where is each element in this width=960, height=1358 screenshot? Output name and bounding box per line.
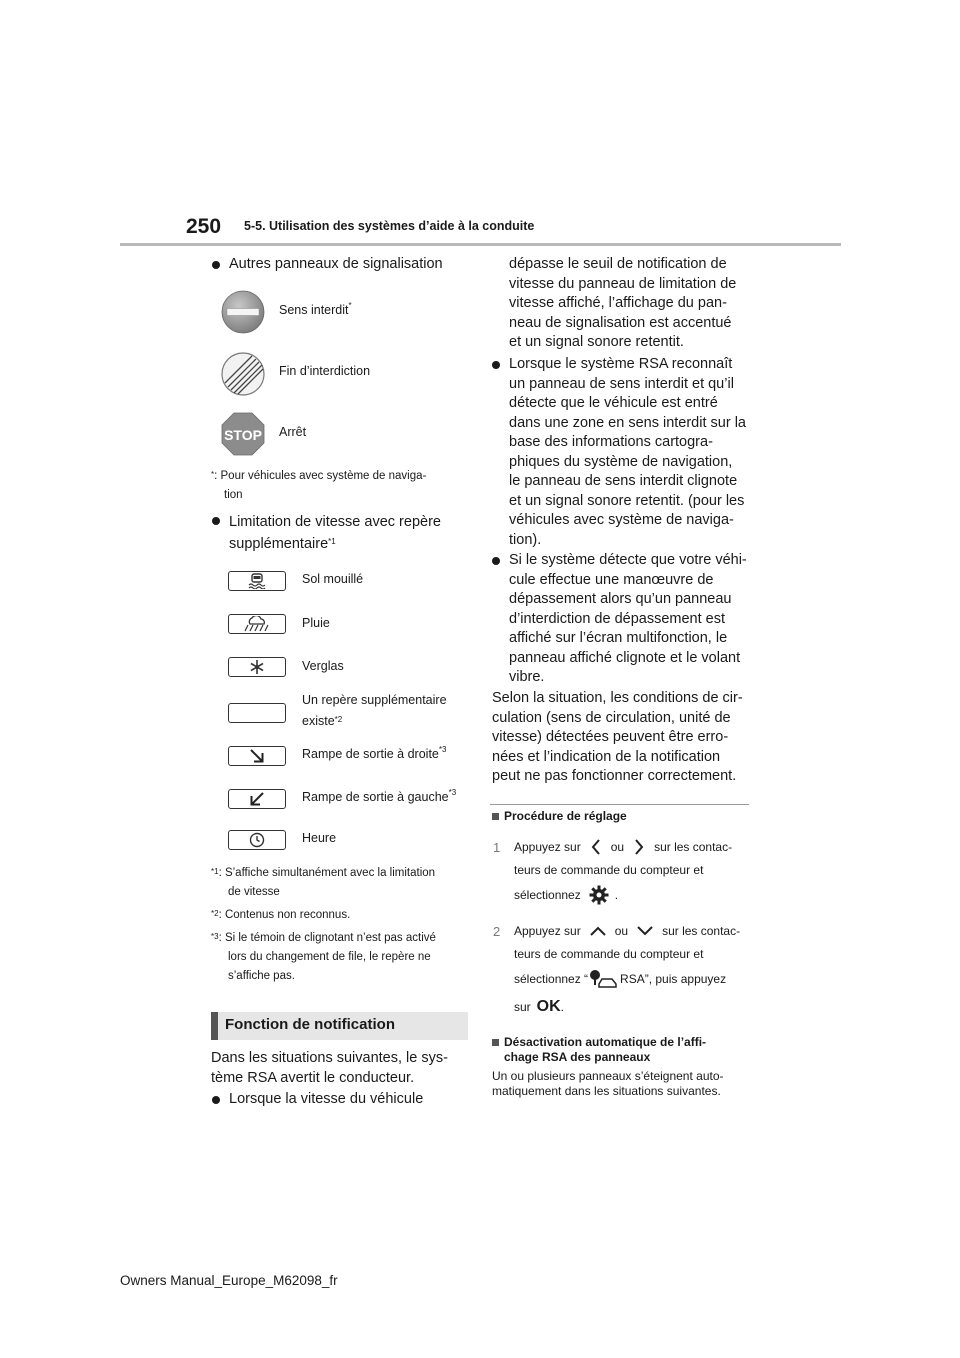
arrow-down-left-icon [228, 789, 286, 809]
plate-label-exit-right: Rampe de sortie à droite$^{*3}$ [302, 745, 447, 761]
bullet-speed-continued: dépasse le seuil de notification de vitesse du panneau de limitation de vitesse affiché, l’affichage du pan- neau de signalisation est accentué et un signal sonore retentit. [509, 256, 737, 350]
deactivation-heading: Désactivation automatique de l’affi- chage RSA des panneaux [504, 1035, 707, 1064]
step-1: Appuyez sur ou sur les contac- teurs de commande du compteur et sélectionnez . [514, 837, 759, 907]
plate-label-wet: Sol mouillé [302, 572, 364, 586]
section-banner-title: Fonction de notification [225, 1016, 395, 1033]
situation-paragraph: Selon la situation, les conditions de cir- culation (sens de circulation, unité de vitesse) détectées peuvent être erro- nées et l’indication de la notification peut ne pas fonctionner correctement. [492, 690, 743, 784]
footer-manual-id: Owners Manual_Europe_M62098_fr [120, 1273, 338, 1288]
bullet-vehicle-speed [212, 1090, 472, 1110]
arrow-down-right-icon [228, 746, 286, 766]
bullet-dot [212, 517, 220, 525]
ok-icon: OK [536, 998, 561, 1015]
header-rule [120, 243, 841, 246]
sign-label-end-restriction: Fin d’interdiction [279, 364, 371, 378]
bullet-no-entry: Lorsque le système RSA reconnaît un panneau de sens interdit et qu’il détecte que le véhicule est entré dans une zone en sens interdit sur la base des informations cartogra- phiques du système de navigation, le panneau de sens interdit clignote et un signal sonore retentit. (pour les véhicules avec système de naviga- tion). [492, 355, 754, 550]
plate-label-ice: Verglas [302, 659, 344, 673]
plate-label-time: Heure [302, 831, 337, 845]
bullet-dot [212, 261, 220, 269]
rsa-sign-car-icon [588, 969, 620, 989]
bullet-dot [492, 557, 500, 565]
sign-label-stop: Arrêt [279, 425, 307, 439]
bullet-text: Autres panneaux de signalisation [229, 256, 443, 272]
bullet-speed-limit [212, 511, 472, 553]
clock-icon [228, 830, 286, 850]
bullet-dot [492, 361, 500, 369]
bullet-other-signs [212, 255, 472, 275]
end-of-restriction-sign-icon [221, 352, 265, 401]
stop-sign-text: STOP [224, 427, 262, 443]
rain-cloud-icon [228, 614, 286, 634]
chevron-down-icon [636, 925, 654, 937]
square-bullet [492, 1039, 499, 1046]
blank-plate-icon [228, 703, 286, 723]
chevron-left-icon [591, 838, 601, 856]
footnote-2: $^{*2}$: Contenus non reconnus. [211, 909, 351, 921]
bullet-dot [212, 1096, 220, 1104]
section-title: 5-5. Utilisation des systèmes d’aide à la conduite [244, 219, 535, 233]
chevron-right-icon [634, 838, 644, 856]
footnote-star: *: Pour véhicules avec système de naviga- tion [211, 470, 427, 501]
notification-intro: Dans les situations suivantes, le sys- tème RSA avertit le conducteur. [211, 1050, 448, 1086]
wet-road-icon [228, 571, 286, 591]
subsection-divider [490, 804, 749, 805]
bullet-text: Lorsque la vitesse du véhicule [229, 1091, 424, 1107]
step-2: Appuyez sur ou sur les contac- teurs de commande du compteur et sélectionnez “ RSA”, puis appuyez sur OK . [514, 924, 741, 1015]
chevron-up-icon [589, 925, 607, 937]
section-banner [211, 1012, 468, 1040]
footnote-1: $^{*1}$: S’affiche simultanément avec la limitation de vitesse [211, 867, 436, 898]
plate-label-exit-left: Rampe de sortie à gauche$^{*3}$ [302, 788, 457, 804]
step-number: 1 [493, 840, 501, 855]
page-number: 250 [186, 215, 222, 238]
bullet-overtaking: Si le système détecte que votre véhi- cule effectue une manœuvre de dépassement alors qu’un panneau d’interdiction de dépassement est affiché sur l’écran multifonction, le panneau affiché clignote et le volant vibre. [492, 551, 754, 688]
deactivation-text: Un ou plusieurs panneaux s’éteignent auto- matiquement dans les situations suivantes. [492, 1069, 724, 1098]
snowflake-icon [228, 657, 286, 677]
no-entry-sign-icon [221, 290, 265, 339]
sign-label-no-entry: Sens interdit* [279, 301, 352, 317]
procedure-heading: Procédure de réglage [504, 809, 627, 823]
square-bullet [492, 813, 499, 820]
bullet-text: Limitation de vitesse avec repère supplémentaire$^{*1}$ [229, 514, 441, 552]
footnote-3: $^{*3}$: Si le témoin de clignotant n’est pas activé lors du changement de file, le repère ne s’affiche pas. [211, 932, 436, 982]
stop-sign-icon [221, 412, 265, 461]
step-number: 2 [493, 924, 501, 939]
gear-icon [589, 885, 609, 905]
plate-label-extra: Un repère supplémentaire existe$^{*2}$ [302, 693, 447, 728]
plate-label-rain: Pluie [302, 616, 330, 630]
